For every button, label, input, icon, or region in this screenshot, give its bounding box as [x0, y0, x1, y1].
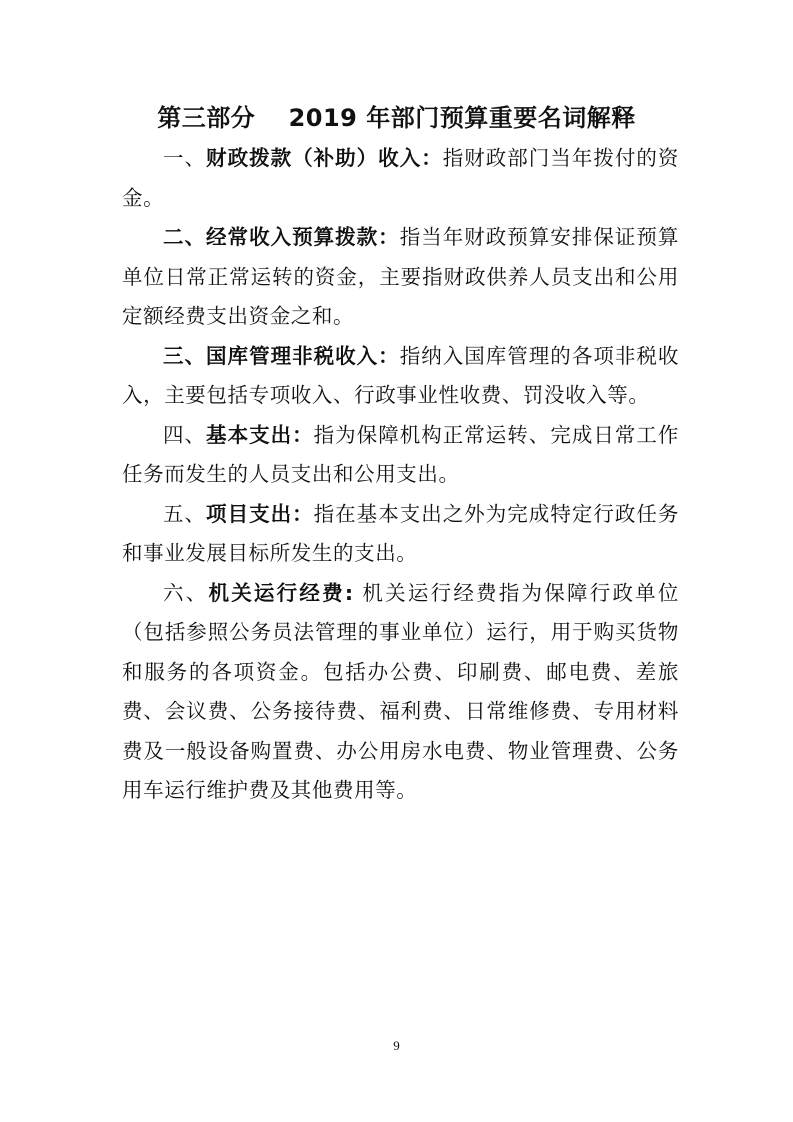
- entry-term: 三、国库管理非税收入：: [163, 343, 400, 368]
- entry-prefix: 一、: [163, 146, 207, 170]
- page-number: 9: [393, 1038, 400, 1053]
- entry-prefix: 六、: [163, 580, 209, 605]
- entry-prefix: 四、: [163, 422, 207, 447]
- entry-definition: 指当年财政预算安排保证预算单位日常正常运转的资金，主要指财政供养人员支出和公用定额经费支出资金之和。: [122, 225, 679, 328]
- glossary-entry-fiscal-appropriation: [122, 139, 679, 218]
- entry-term: 项目支出：: [206, 501, 314, 526]
- glossary-entry-basic-expenditure: [122, 416, 679, 495]
- glossary-entry-treasury-non-tax-income: [122, 337, 679, 416]
- entry-definition: 机关运行经费指为保障行政单位（包括参照公务员法管理的事业单位）运行，用于购买货物和服务的各项资金。包括办公费、印刷费、邮电费、差旅费、会议费、公务接待费、福利费、日常维修费、专用材料费及一般设备购置费、办公用房水电费、物业管理费、公务用车运行维护费及其他费用等。: [122, 580, 680, 802]
- page-title: 第三部分 2019 年部门预算重要名词解释: [157, 104, 636, 132]
- glossary-entry-project-expenditure: [122, 495, 679, 574]
- entry-term: 二、经常收入预算拨款：: [163, 225, 400, 249]
- entry-term: 基本支出：: [206, 422, 314, 447]
- entry-definition: 指为保障机构正常运转、完成日常工作任务而发生的人员支出和公用支出。: [122, 422, 680, 486]
- entry-definition: 指纳入国库管理的各项非税收入，主要包括专项收入、行政事业性收费、罚没收入等。: [122, 343, 679, 407]
- glossary-entry-operating-funds: [122, 574, 679, 811]
- glossary-entry-regular-income-budget: [122, 218, 679, 337]
- glossary-body: [122, 139, 679, 811]
- entry-term: 机关运行经费:: [208, 580, 354, 605]
- entry-definition: 指在基本支出之外为完成特定行政任务和事业发展目标所发生的支出。: [122, 501, 680, 565]
- entry-prefix: 五、: [163, 501, 207, 526]
- entry-definition: 指财政部门当年拨付的资金。: [122, 146, 679, 210]
- entry-term: 财政拨款（补助）收入：: [206, 146, 443, 170]
